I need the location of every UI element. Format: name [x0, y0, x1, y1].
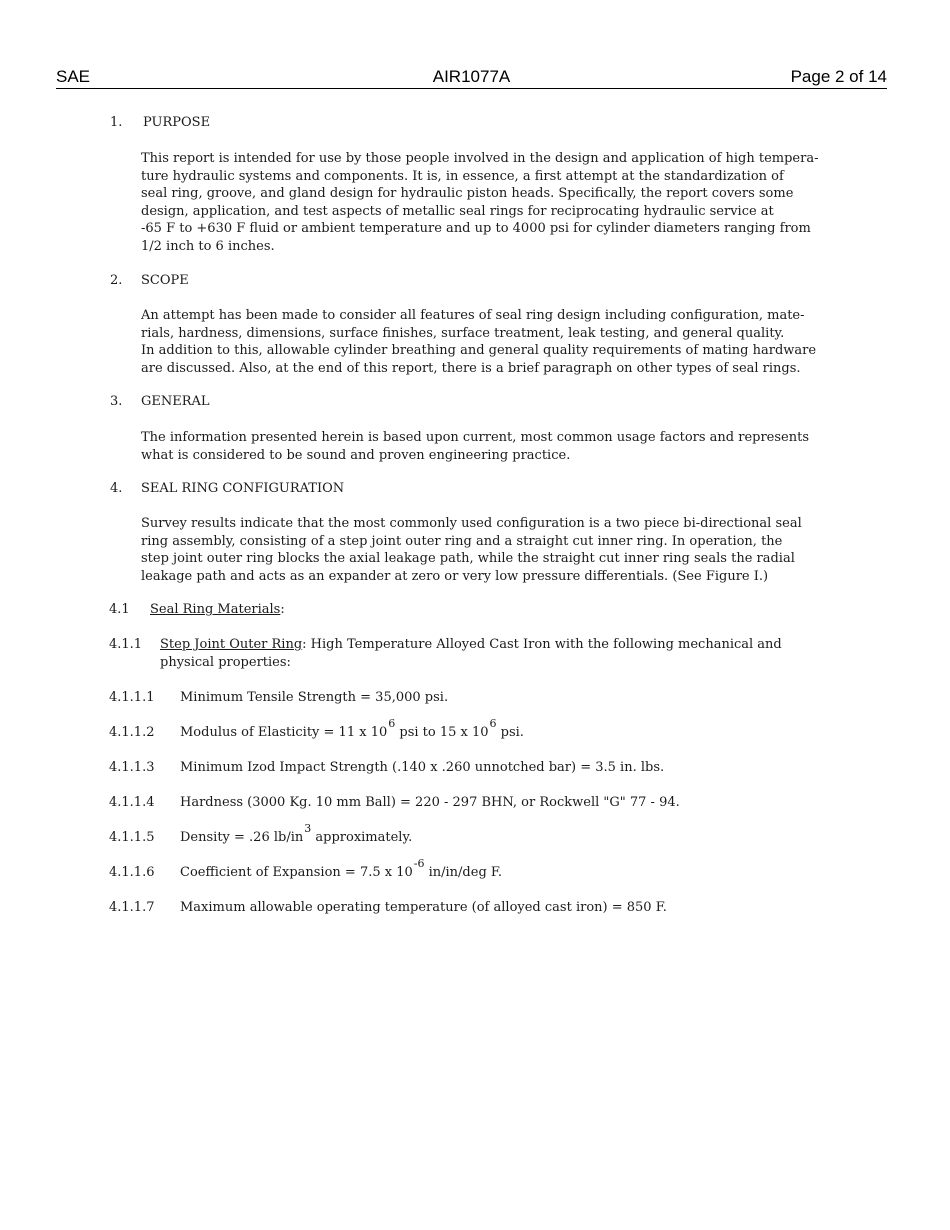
section-title: PURPOSE	[143, 115, 211, 130]
section-number: 1.	[110, 115, 123, 130]
property-text: Modulus of Elasticity = 11 x $10^6$ psi to 15 x $10^6$ psi.	[180, 717, 524, 740]
paragraph-line: step joint outer ring blocks the axial leakage path, while the straight cut inner ring seals the radial	[141, 551, 795, 567]
property-number: 4.1.1.1	[109, 690, 155, 705]
subsection-text: : High Temperature Alloyed Cast Iron with the following mechanical and	[302, 637, 782, 652]
property-text: Minimum Tensile Strength = 35,000 psi.	[180, 690, 449, 705]
property-number: 4.1.1.6	[109, 865, 155, 880]
section-number: 4.	[110, 481, 123, 496]
scope-paragraph	[141, 307, 853, 377]
configuration-paragraph	[141, 515, 853, 585]
paragraph-line: what is considered to be sound and proven engineering practice.	[141, 447, 571, 463]
paragraph-line: ture hydraulic systems and components. It is, in essence, a first attempt at the standardization of	[141, 168, 784, 184]
section-title: SCOPE	[141, 273, 189, 288]
header-doc-number: AIR1077A	[432, 67, 511, 86]
section-number: 2.	[110, 273, 123, 288]
property-text: Coefficient of Expansion = 7.5 x $10^{-6}$ in/in/deg F.	[180, 857, 503, 880]
page-header	[56, 66, 887, 89]
paragraph-line: An attempt has been made to consider all features of seal ring design including configuration, mate-	[141, 308, 805, 323]
paragraph-line: This report is intended for use by those people involved in the design and application of high tempera-	[141, 151, 819, 166]
paragraph-line: seal ring, groove, and gland design for hydraulic piston heads. Specifically, the report covers some	[141, 186, 794, 202]
paragraph-line: The information presented herein is based upon current, most common usage factors and represents	[141, 430, 810, 445]
property-number: 4.1.1.7	[109, 900, 155, 915]
property-text: Hardness (3000 Kg. 10 mm Ball) = 220 - 297 BHN, or Rockwell "G" 77 - 94.	[180, 795, 680, 810]
section-title: SEAL RING CONFIGURATION	[141, 481, 345, 496]
subsection-number: 4.1	[109, 602, 130, 617]
paragraph-line: design, application, and test aspects of metallic seal rings for reciprocating hydraulic service at	[141, 203, 774, 219]
general-paragraph	[141, 429, 853, 464]
purpose-paragraph	[141, 150, 853, 256]
superscript: 6	[489, 717, 497, 730]
header-org: SAE	[56, 67, 91, 86]
superscript: 3	[304, 822, 312, 835]
property-text: Maximum allowable operating temperature (of alloyed cast iron) = 850 F.	[180, 900, 667, 915]
superscript: -6	[413, 857, 425, 870]
paragraph-line: ring assembly, consisting of a step joint outer ring and a straight cut inner ring. In operation, the	[141, 533, 783, 549]
subsection-text-cont: physical properties:	[160, 654, 291, 670]
property-number: 4.1.1.5	[109, 830, 155, 845]
subsection-title: Step Joint Outer Ring	[160, 637, 303, 652]
property-text: Density = .26 $lb/in^3$ approximately.	[180, 822, 413, 845]
subsection-title: Seal Ring Materials	[150, 602, 281, 617]
property-text: Minimum Izod Impact Strength (.140 x .260 unnotched bar) = 3.5 in. lbs.	[180, 760, 665, 775]
paragraph-line: In addition to this, allowable cylinder breathing and general quality requirements of mating hardware	[141, 343, 817, 359]
paragraph-line: are discussed. Also, at the end of this report, there is a brief paragraph on other types of seal rings.	[141, 360, 801, 376]
property-number: 4.1.1.3	[109, 760, 155, 775]
paragraph-line: leakage path and acts as an expander at zero or very low pressure differentials. (See Figure I.)	[141, 568, 769, 584]
paragraph-line: Survey results indicate that the most commonly used configuration is a two piece bi-directional seal	[141, 516, 802, 531]
section-title: GENERAL	[141, 394, 210, 409]
subsection-colon: :	[280, 602, 285, 617]
header-page-number: Page 2 of 14	[790, 67, 887, 86]
property-number: 4.1.1.2	[109, 725, 155, 740]
section-number: 3.	[110, 394, 123, 409]
subsection-number: 4.1.1	[109, 637, 143, 652]
paragraph-line: 1/2 inch to 6 inches.	[141, 238, 275, 254]
superscript: 6	[388, 717, 396, 730]
paragraph-line: -65 F to +630 F fluid or ambient temperature and up to 4000 psi for cylinder diameters ranging from	[141, 221, 811, 237]
paragraph-line: rials, hardness, dimensions, surface finishes, surface treatment, leak testing, and general quality.	[141, 325, 785, 341]
property-number: 4.1.1.4	[109, 795, 155, 810]
